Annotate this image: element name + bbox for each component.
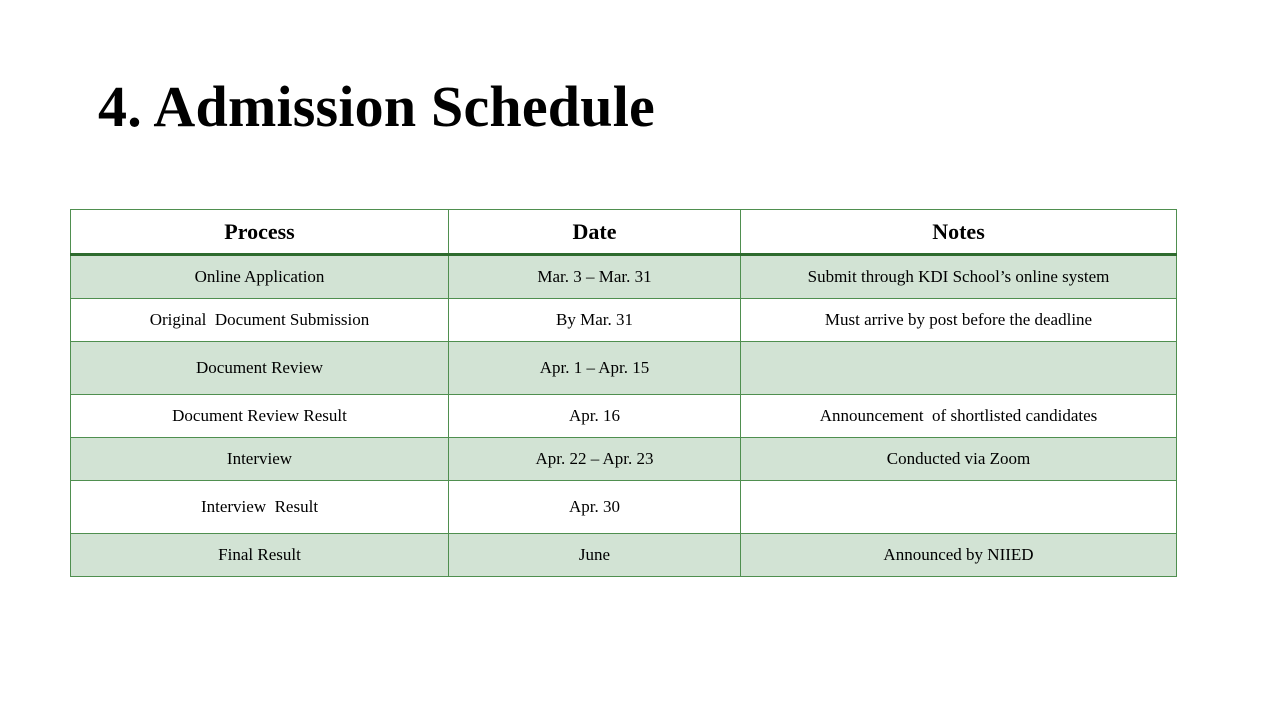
table-row — [71, 299, 1177, 342]
process-cell: Interview — [71, 438, 449, 481]
header-date: Date — [449, 210, 741, 255]
notes-cell — [741, 481, 1177, 534]
table-row — [71, 481, 1177, 534]
date-cell: Apr. 22 – Apr. 23 — [449, 438, 741, 481]
notes-cell — [741, 342, 1177, 395]
table-row — [71, 438, 1177, 481]
date-cell: Apr. 16 — [449, 395, 741, 438]
notes-cell: Announcement of shortlisted candidates — [741, 395, 1177, 438]
notes-cell: Conducted via Zoom — [741, 438, 1177, 481]
table-row — [71, 255, 1177, 299]
header-process: Process — [71, 210, 449, 255]
table-row — [71, 534, 1177, 577]
admission-schedule-table — [70, 209, 1177, 577]
table-row — [71, 395, 1177, 438]
process-cell: Original Document Submission — [71, 299, 449, 342]
process-cell: Document Review Result — [71, 395, 449, 438]
date-cell: Mar. 3 – Mar. 31 — [449, 255, 741, 299]
date-cell: By Mar. 31 — [449, 299, 741, 342]
notes-cell: Must arrive by post before the deadline — [741, 299, 1177, 342]
notes-cell: Announced by NIIED — [741, 534, 1177, 577]
process-cell: Online Application — [71, 255, 449, 299]
header-notes: Notes — [741, 210, 1177, 255]
process-cell: Document Review — [71, 342, 449, 395]
date-cell: Apr. 30 — [449, 481, 741, 534]
date-cell: June — [449, 534, 741, 577]
process-cell: Interview Result — [71, 481, 449, 534]
table-row — [71, 342, 1177, 395]
notes-cell: Submit through KDI School’s online system — [741, 255, 1177, 299]
table-header-row — [71, 210, 1177, 255]
slide-title: 4. Admission Schedule — [98, 74, 655, 139]
date-cell: Apr. 1 – Apr. 15 — [449, 342, 741, 395]
process-cell: Final Result — [71, 534, 449, 577]
